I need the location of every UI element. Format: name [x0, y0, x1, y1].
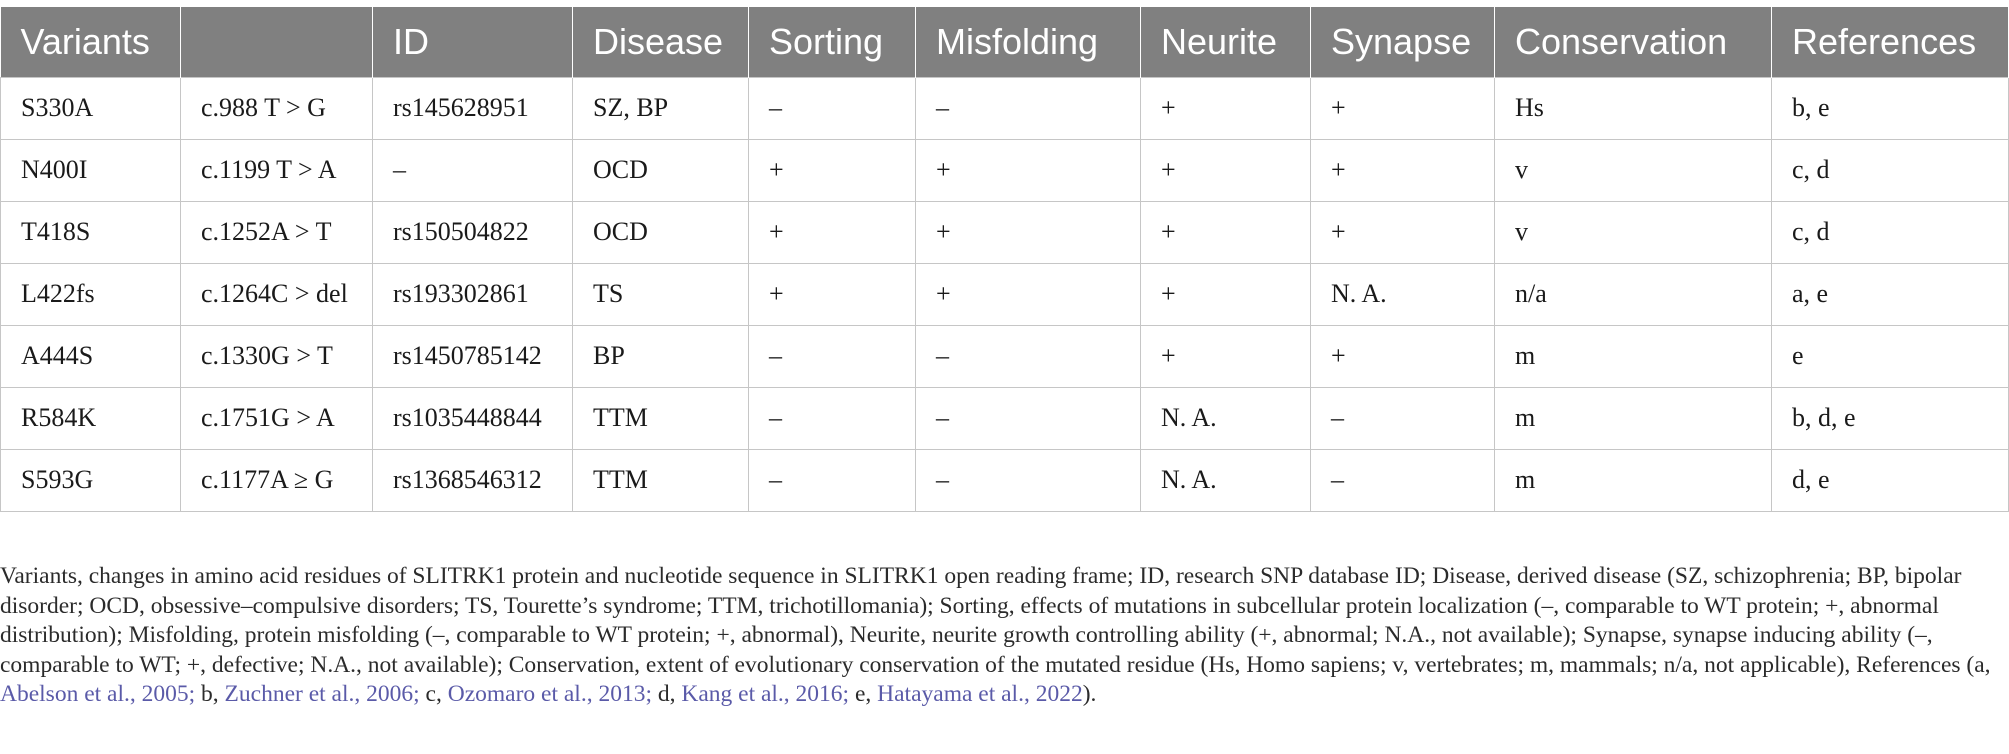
cell-conservation: m	[1495, 449, 1772, 511]
cell-references: e	[1772, 325, 2009, 387]
cell-neurite: N. A.	[1141, 449, 1311, 511]
cell-id: rs1450785142	[373, 325, 573, 387]
variants-table-container	[0, 7, 2008, 512]
footnote-text: Variants, changes in amino acid residues of SLITRK1 protein and nucleotide sequence in SLITRK1 open reading frame; ID, research SNP database ID; Disease, derived disease (SZ, schizophrenia; BP, bipolar disorder; OCD, obsessive–compulsive disorders; TS, Tourette’s syndrome; TTM, trichotillomania); Sorting, effects of mutations in subcellular protein localization (–, comparable to WT protein; +, abnormal distribution); Misfolding, protein misfolding (–, comparable to WT protein; +, abnormal), Neurite, neurite growth controlling ability (+, abnormal; N.A., not available); Synapse, synapse inducing ability (–, comparable to WT; +, defective; N.A., not available); Conservation, extent of evolutionary conservation of the mutated residue (Hs, Homo sapiens; v, vertebrates; m, mammals; n/a, not applicable), References (a,	[0, 563, 1991, 678]
reference-link-c[interactable]: Ozomaro et al., 2013;	[447, 681, 652, 707]
footnote-separator: e,	[849, 681, 878, 707]
header-id: ID	[373, 7, 573, 77]
cell-neurite: +	[1141, 263, 1311, 325]
cell-misfolding: +	[916, 139, 1141, 201]
cell-variant: N400I	[1, 139, 181, 201]
cell-references: b, d, e	[1772, 387, 2009, 449]
cell-sorting: –	[749, 449, 916, 511]
header-disease: Disease	[573, 7, 749, 77]
cell-id: –	[373, 139, 573, 201]
header-variants: Variants	[1, 7, 181, 77]
cell-disease: OCD	[573, 139, 749, 201]
variants-table	[0, 7, 2009, 512]
cell-nucleotide: c.1330G > T	[181, 325, 373, 387]
header-neurite: Neurite	[1141, 7, 1311, 77]
cell-neurite: +	[1141, 325, 1311, 387]
cell-misfolding: +	[916, 263, 1141, 325]
cell-sorting: –	[749, 325, 916, 387]
table-row	[1, 325, 2009, 387]
footnote-end: ).	[1082, 681, 1097, 707]
header-misfolding: Misfolding	[916, 7, 1141, 77]
cell-synapse: N. A.	[1311, 263, 1495, 325]
cell-variant: R584K	[1, 387, 181, 449]
cell-disease: TTM	[573, 387, 749, 449]
table-row	[1, 201, 2009, 263]
cell-id: rs1368546312	[373, 449, 573, 511]
cell-neurite: N. A.	[1141, 387, 1311, 449]
cell-disease: TTM	[573, 449, 749, 511]
cell-variant: T418S	[1, 201, 181, 263]
cell-conservation: n/a	[1495, 263, 1772, 325]
cell-misfolding: –	[916, 449, 1141, 511]
cell-id: rs1035448844	[373, 387, 573, 449]
cell-synapse: +	[1311, 77, 1495, 139]
cell-references: d, e	[1772, 449, 2009, 511]
table-header-row	[1, 7, 2009, 77]
footnote-separator: b,	[195, 681, 225, 707]
cell-disease: SZ, BP	[573, 77, 749, 139]
cell-variant: A444S	[1, 325, 181, 387]
cell-id: rs145628951	[373, 77, 573, 139]
table-row	[1, 449, 2009, 511]
cell-synapse: –	[1311, 387, 1495, 449]
cell-sorting: –	[749, 387, 916, 449]
cell-conservation: v	[1495, 201, 1772, 263]
cell-references: c, d	[1772, 139, 2009, 201]
cell-nucleotide: c.988 T > G	[181, 77, 373, 139]
cell-id: rs193302861	[373, 263, 573, 325]
footnote-separator: d,	[651, 681, 682, 707]
cell-misfolding: +	[916, 201, 1141, 263]
table-row	[1, 77, 2009, 139]
cell-variant: S330A	[1, 77, 181, 139]
cell-synapse: +	[1311, 325, 1495, 387]
cell-sorting: +	[749, 263, 916, 325]
table-footnote	[0, 562, 2005, 710]
cell-references: a, e	[1772, 263, 2009, 325]
cell-synapse: +	[1311, 201, 1495, 263]
cell-nucleotide: c.1751G > A	[181, 387, 373, 449]
table-row	[1, 263, 2009, 325]
cell-conservation: m	[1495, 387, 1772, 449]
cell-sorting: +	[749, 201, 916, 263]
cell-sorting: +	[749, 139, 916, 201]
cell-disease: BP	[573, 325, 749, 387]
reference-link-b[interactable]: Zuchner et al., 2006;	[224, 681, 420, 707]
table-row	[1, 139, 2009, 201]
table-row	[1, 387, 2009, 449]
cell-nucleotide: c.1252A > T	[181, 201, 373, 263]
cell-references: b, e	[1772, 77, 2009, 139]
cell-neurite: +	[1141, 77, 1311, 139]
reference-link-e[interactable]: Hatayama et al., 2022	[877, 681, 1083, 707]
header-sorting: Sorting	[749, 7, 916, 77]
header-nucleotide	[181, 7, 373, 77]
header-conservation: Conservation	[1495, 7, 1772, 77]
cell-nucleotide: c.1199 T > A	[181, 139, 373, 201]
cell-variant: L422fs	[1, 263, 181, 325]
cell-disease: TS	[573, 263, 749, 325]
cell-synapse: +	[1311, 139, 1495, 201]
cell-conservation: v	[1495, 139, 1772, 201]
header-synapse: Synapse	[1311, 7, 1495, 77]
cell-neurite: +	[1141, 139, 1311, 201]
cell-conservation: m	[1495, 325, 1772, 387]
cell-references: c, d	[1772, 201, 2009, 263]
cell-disease: OCD	[573, 201, 749, 263]
footnote-separator: c,	[419, 681, 448, 707]
header-references: References	[1772, 7, 2009, 77]
reference-link-d[interactable]: Kang et al., 2016;	[681, 681, 850, 707]
cell-misfolding: –	[916, 77, 1141, 139]
reference-link-a[interactable]: Abelson et al., 2005;	[0, 681, 196, 707]
cell-nucleotide: c.1264C > del	[181, 263, 373, 325]
cell-misfolding: –	[916, 325, 1141, 387]
cell-conservation: Hs	[1495, 77, 1772, 139]
cell-nucleotide: c.1177A ≥ G	[181, 449, 373, 511]
cell-neurite: +	[1141, 201, 1311, 263]
cell-variant: S593G	[1, 449, 181, 511]
cell-id: rs150504822	[373, 201, 573, 263]
cell-misfolding: –	[916, 387, 1141, 449]
cell-synapse: –	[1311, 449, 1495, 511]
cell-sorting: –	[749, 77, 916, 139]
